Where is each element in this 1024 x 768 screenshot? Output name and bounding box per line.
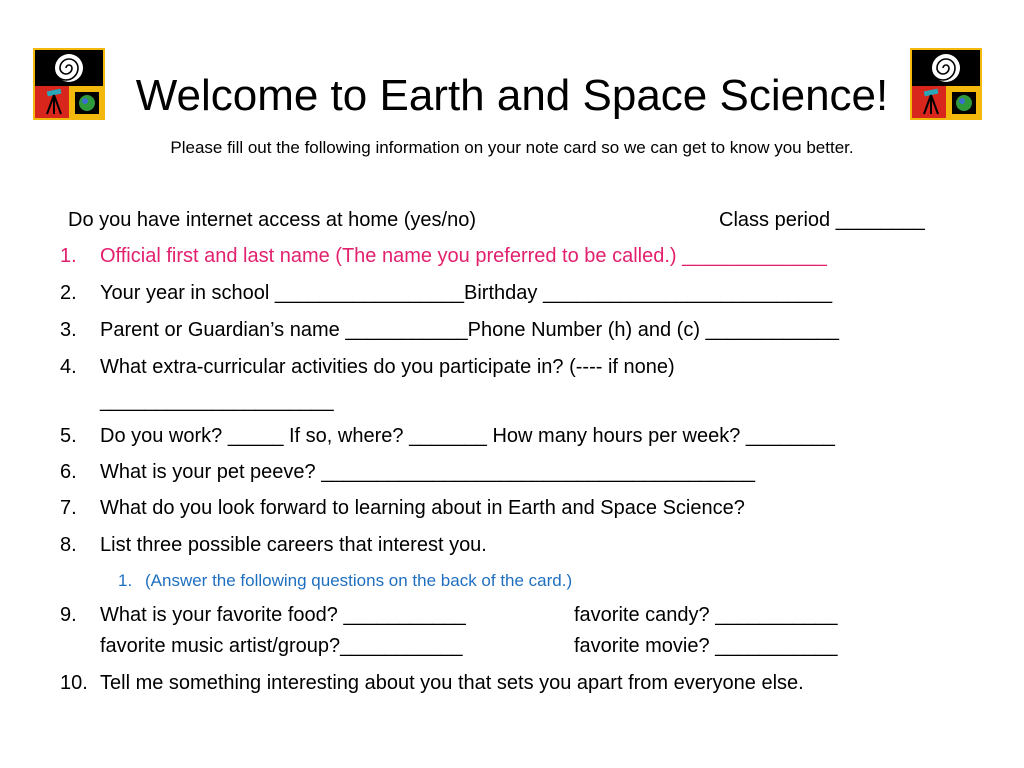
list-text: Tell me something interesting about you that sets you apart from everyone else. bbox=[100, 672, 804, 694]
list-text: What extra-curricular activities do you participate in? (---- if none) bbox=[100, 356, 675, 378]
list-text: List three possible careers that interest you. bbox=[100, 534, 487, 556]
list-text: Your year in school _________________Birthday __________________________ bbox=[100, 282, 833, 304]
list-text: Do you work? _____ If so, where? _______ How many hours per week? ________ bbox=[100, 425, 835, 447]
list-number: 6. bbox=[60, 461, 77, 483]
sub-list-number: 1. bbox=[118, 571, 133, 590]
subtitle: Please fill out the following information on your note card so we can get to know you better. bbox=[170, 138, 854, 157]
list-number: 7. bbox=[60, 497, 77, 519]
sub-list-text: (Answer the following questions on the back of the card.) bbox=[145, 571, 573, 590]
list-number: 10. bbox=[60, 672, 88, 694]
list-text-blank: _____________________ bbox=[100, 390, 334, 412]
list-number: 3. bbox=[60, 319, 77, 341]
list-text: Parent or Guardian’s name ___________Phone Number (h) and (c) ____________ bbox=[100, 319, 840, 341]
list-number: 9. bbox=[60, 604, 77, 626]
list-text: What do you look forward to learning about in Earth and Space Science? bbox=[100, 497, 745, 519]
list-number: 1. bbox=[60, 245, 77, 267]
list-number: 2. bbox=[60, 282, 77, 304]
list-number: 4. bbox=[60, 356, 77, 378]
favorite-movie-field: favorite movie? ___________ bbox=[574, 635, 838, 657]
favorite-music-field: favorite music artist/group?___________ bbox=[100, 635, 463, 657]
page-title: Welcome to Earth and Space Science! bbox=[135, 71, 889, 120]
list-number: 5. bbox=[60, 425, 77, 447]
favorite-food-field: What is your favorite food? ___________ bbox=[100, 604, 466, 626]
favorite-candy-field: favorite candy? ___________ bbox=[574, 604, 838, 626]
list-text: What is your pet peeve? _______________________________________ bbox=[100, 461, 756, 483]
list-number: 8. bbox=[60, 534, 77, 556]
internet-question: Do you have internet access at home (yes/no) bbox=[68, 209, 476, 231]
list-text: Official first and last name (The name you preferred to be called.) _____________ bbox=[100, 245, 827, 267]
class-period-field: Class period ________ bbox=[719, 209, 925, 231]
